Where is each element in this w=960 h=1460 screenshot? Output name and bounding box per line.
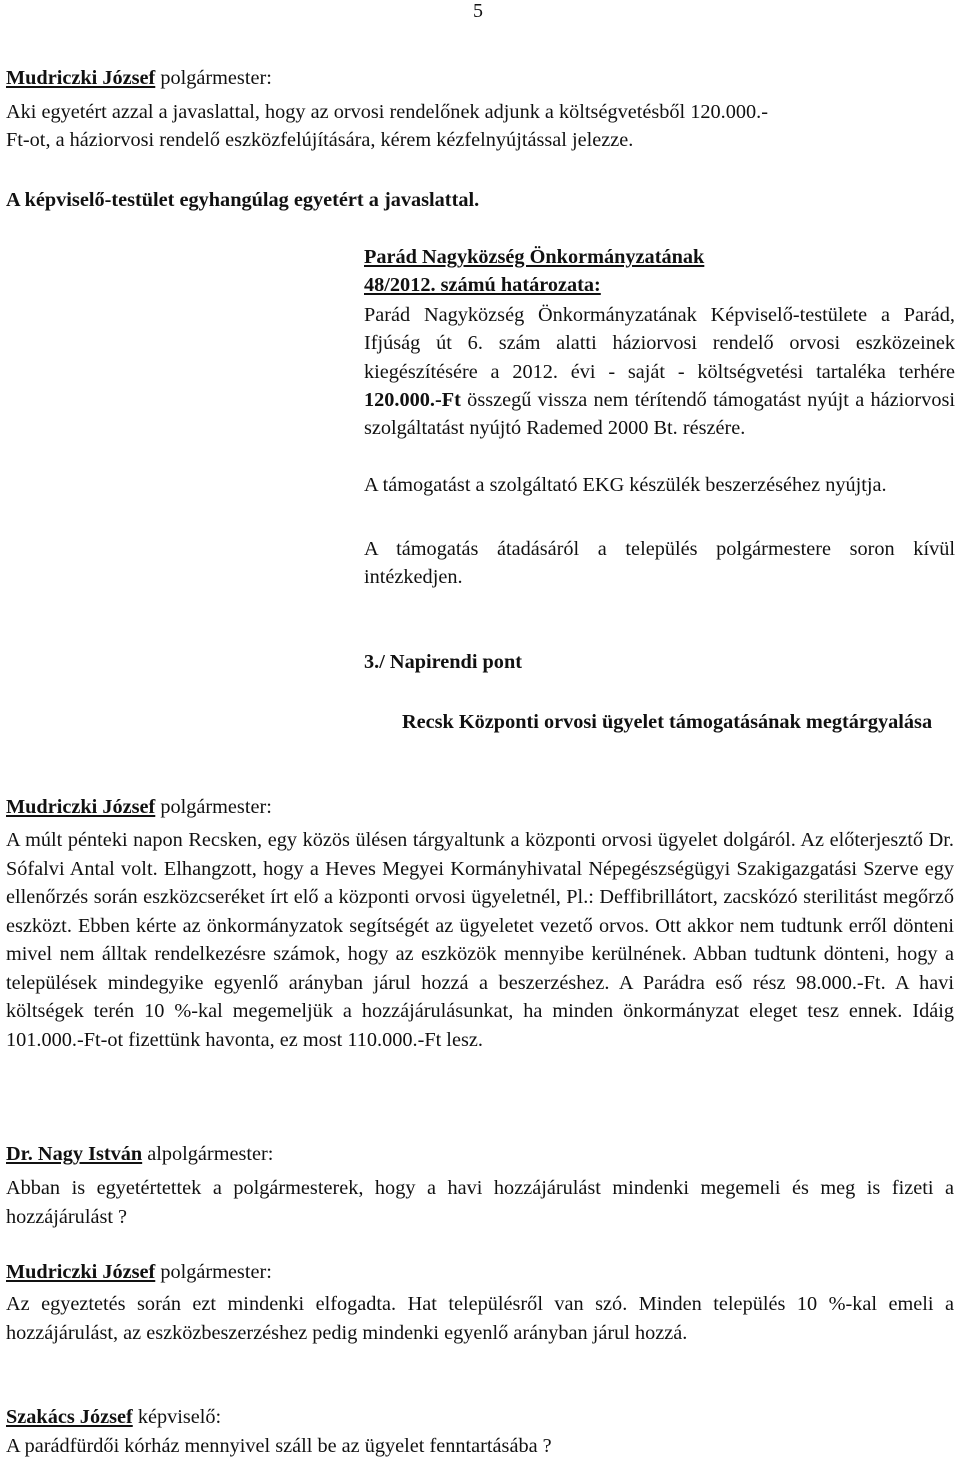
page-number: 5 <box>473 0 483 22</box>
statement-line: A parádfürdői kórház mennyivel száll be az ügyelet fenntartásába ? <box>6 1435 552 1457</box>
speaker-name: Szakács József <box>6 1406 133 1428</box>
speaker-role: polgármester: <box>155 1261 272 1283</box>
speaker-role: képviselő: <box>132 1406 222 1428</box>
speaker-line-2 <box>6 795 272 820</box>
vote-result: A képviselő-testület egyhangúlag egyetért a javaslattal. <box>6 189 480 211</box>
speaker-name: Mudriczki József <box>6 796 156 818</box>
agenda-topic: Recsk Központi orvosi ügyelet támogatásának megtárgyalása <box>402 711 933 733</box>
agenda-item: 3./ Napirendi pont <box>364 651 522 673</box>
speaker-role: polgármester: <box>155 796 272 818</box>
speaker-line-5 <box>6 1405 221 1430</box>
resolution-amount: 120.000.-Ft <box>364 388 461 411</box>
statement-paragraph: Abban is egyetértettek a polgármesterek, hogy a havi hozzájárulást mindenki megemeli és meg is fizeti a hozzájárulást ? <box>6 1177 954 1228</box>
speaker-line-1 <box>6 66 272 91</box>
speaker-line-4 <box>6 1260 272 1285</box>
speaker-line-3 <box>6 1142 273 1167</box>
speaker-role: alpolgármester: <box>142 1143 274 1165</box>
resolution-heading: Parád Nagyközség Önkormányzatának <box>364 246 705 268</box>
statement-line: Aki egyetért azzal a javaslattal, hogy az orvosi rendelőnek adjunk a költségvetésből 120.000.- <box>6 101 768 123</box>
resolution-paragraph: A támogatás átadásáról a település polgármestere soron kívül intézkedjen. <box>364 538 955 589</box>
resolution-paragraph: A támogatást a szolgáltató EKG készülék beszerzéséhez nyújtja. <box>364 474 887 496</box>
speaker-name: Dr. Nagy István <box>6 1143 143 1165</box>
statement-paragraph: Az egyeztetés során ezt mindenki elfogadta. Hat településről van szó. Minden település 10 %-kal emeli a hozzájárulást, az eszközbeszerzéshez pedig mindenki egyenlő arányban járul hozzá. <box>6 1293 954 1344</box>
statement-paragraph: A múlt pénteki napon Recsken, egy közös ülésen tárgyaltunk a központi orvosi ügyelet dolgáról. Az előterjesztő Dr. Sófalvi Antal volt. Elhangzott, hogy a Heves Megyei Kormányhivatal Népegészségügyi Szakigazgatási Szerve egy ellenőrzés során eszközcseréket írt elő a központi orvosi ügyeletnél, Pl.: Deffibrillátort, zacskózó sterilitást megőrző eszközt. Ebben kérte az önkormányzatok segítségét az ügyeletet vezető orvos. Ott akkor nem tudtunk erről dönteni mivel nem álltak rendelkezésre számok, hogy az eszközök mennyibe kerülnének. Abban tudtunk dönteni, hogy a települések mindegyike egyenlő arányban járul hozzá a beszerzéshez. A Parádra eső rész 98.000.-Ft. A havi költségek terén 10 %-kal megemeljük a hozzájárulásunkat, ha minden önkormányzat eleget tesz ennek. Idáig 101.000.-Ft-ot fizettünk havonta, ez most 110.000.-Ft lesz. <box>6 829 954 1051</box>
resolution-number: 48/2012. számú határozata: <box>364 274 601 296</box>
resolution-body <box>364 301 955 442</box>
resolution-text: összegű vissza nem térítendő támogatást nyújt a háziorvosi szolgáltatást nyújtó Rademed 2000 Bt. részére. <box>364 388 955 440</box>
statement-line: Ft-ot, a háziorvosi rendelő eszközfelújítására, kérem kézfelnyújtással jelezze. <box>6 129 634 151</box>
speaker-role: polgármester: <box>155 67 272 89</box>
speaker-name: Mudriczki József <box>6 67 156 89</box>
speaker-name: Mudriczki József <box>6 1261 156 1283</box>
resolution-text: Parád Nagyközség Önkormányzatának Képviselő-testülete a Parád, Ifjúság út 6. szám alatti háziorvosi rendelő orvosi eszközeinek kiegészítésére a 2012. évi - saját - költségvetési tartaléka terhére <box>364 304 955 383</box>
